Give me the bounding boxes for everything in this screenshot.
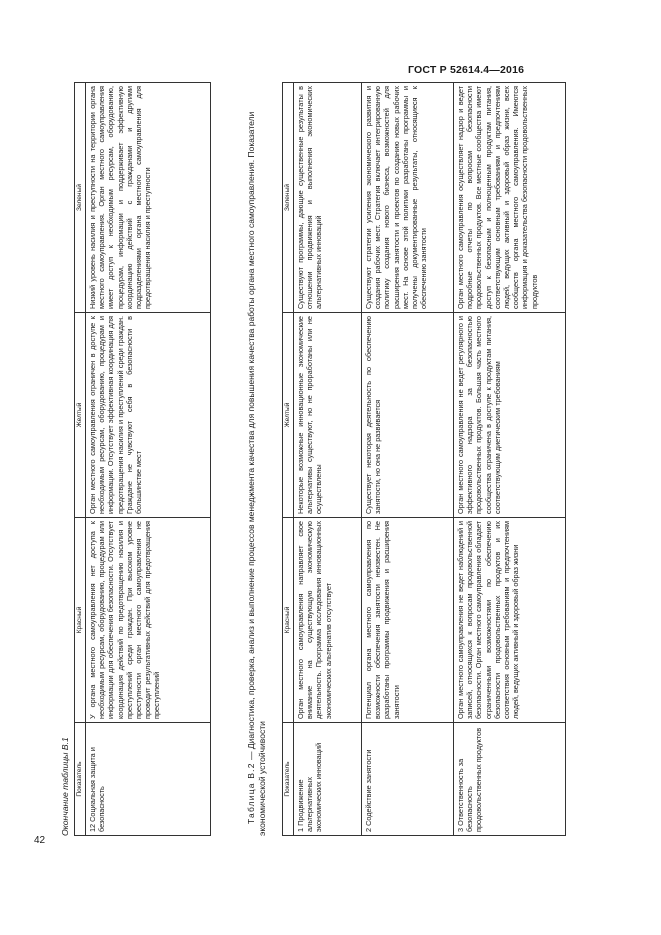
table-b2: [282, 82, 566, 836]
table-header-row: [75, 83, 86, 836]
table-row: [294, 83, 362, 836]
cell-indicator: 3 Ответственность за безопасность продовольственных продуктов: [454, 723, 566, 836]
page-number: 42: [34, 835, 46, 846]
cell-indicator: 12 Социальная защита и безопасность: [86, 723, 211, 836]
cell-red: У органа местного самоуправления нет доступа к необходимым ресурсам, оборудованию, процедурам или информации для обеспечения безопасности. Отсутствует координация действий по предотвращению насилия и преступлений среди граждан. При высоком уровне преступности орган местного самоуправления не проводит результативных действий для предотвращения преступлений: [86, 518, 211, 723]
col-header-yellow: Желтый: [283, 313, 294, 518]
cell-red: Орган местного самоуправления направляет свое внимание на существующую экономическую деятельность. Программа исследования инновационных экономических альтернатив отсутствует: [294, 518, 362, 723]
table-row: [86, 83, 211, 836]
col-header-yellow: Желтый: [75, 313, 86, 518]
table-b1: [74, 82, 211, 836]
cell-yellow: Орган местного самоуправления ограничен в доступе к необходимым ресурсам, оборудованию, процедурам и информации. Отсутствует эффективная координация для предотвращения насилия и преступлений среди граждан. Граждане не чувствуют себя в безопасности в большинстве мест: [86, 313, 211, 518]
cell-green: Существуют программы, дающие существенные результаты в отношении продвижения и выполнения экономических альтернативных инноваций: [294, 83, 362, 313]
cell-indicator: 2 Содействие занятости: [362, 723, 454, 836]
cell-yellow: Орган местного самоуправления не ведет регулярного и эффективного надзора за безопасностью продовольственных продуктов. Большая часть местного сообщества ограничена в доступе к продуктам питания, соответствующим диетическим требованиям: [454, 313, 566, 518]
cell-green: Существуют стратегии усиления экономического развития и создания рабочих мест. Стратегия включает интегрированную политику создания нового бизнеса, возможностей для расширения занятости и проектов по созданию новых рабочих мест. На основе этой политики разработаны программы и получены документированные результаты, относящиеся к обеспечению занятости: [362, 83, 454, 313]
cell-red: Потенциал органа местного самоуправления по возможности обеспечения занятости неизвестен. Не разработаны программы продвижения и расширения занятости: [362, 518, 454, 723]
col-header-green: Зеленый: [75, 83, 86, 313]
table-b2-caption: [246, 83, 267, 836]
document-header: ГОСТ Р 52614.4—2016: [408, 64, 525, 76]
col-header-red: Красный: [75, 518, 86, 723]
table-row: [362, 83, 454, 836]
rotated-content: [60, 76, 620, 836]
col-header-green: Зеленый: [283, 83, 294, 313]
table-header-row: [283, 83, 294, 836]
col-header-indicator: Показатель: [283, 723, 294, 836]
table-b2-title: — Диагностика, проверка, анализ и выполнение процессов менеджмента качества для повышения качества работы органа местного самоуправления. Показатели экономической устойчивости: [246, 111, 267, 836]
cell-yellow: Некоторые возможные инновационные экономические альтернативы существуют, но не проработаны или не осуществлены: [294, 313, 362, 518]
col-header-indicator: Показатель: [75, 723, 86, 836]
table-row: [454, 83, 566, 836]
cell-green: Орган местного самоуправления осуществляет надзор и ведет подробные отчеты по вопросам безопасности продовольственных продуктов. Все местные сообщества имеют доступ к безопасным и полноценным продуктам питания, соответствующим основным требованиям и предпочтениям людей, ведущих активный и здоровый образ жизни, всех сообществ органа местного самоуправления. Имеются информация и доказательства безопасности продовольственных продуктов: [454, 83, 566, 313]
cell-green: Низкий уровень насилия и преступности на территории органа местного самоуправления. Орган местного самоуправления имеет доступ к необходимым ресурсам, оборудованию, процедурам, информации и поддерживает эффективную координацию действий с гражданами и другими подразделениями органа местного самоуправления для предотвращения насилия и преступности: [86, 83, 211, 313]
table-b1-caption: Окончание таблицы В.1: [60, 737, 70, 836]
col-header-red: Красный: [283, 518, 294, 723]
cell-red: Орган местного самоуправления не ведет наблюдений и записей, относящихся к вопросам продовольственной безопасности. Орган местного самоуправления обладает ограниченными возможностями по обеспечению безопасности продовольственных продуктов и их соответствия основным требованиям и предпочтениям людей, ведущих активный и здоровый образ жизни: [454, 518, 566, 723]
cell-yellow: Существует некоторая деятельность по обеспечению занятости, но она не развивается: [362, 313, 454, 518]
cell-indicator: 1 Продвижение альтернативных экономических инноваций: [294, 723, 362, 836]
table-b2-label: Таблица В.2: [246, 762, 256, 824]
